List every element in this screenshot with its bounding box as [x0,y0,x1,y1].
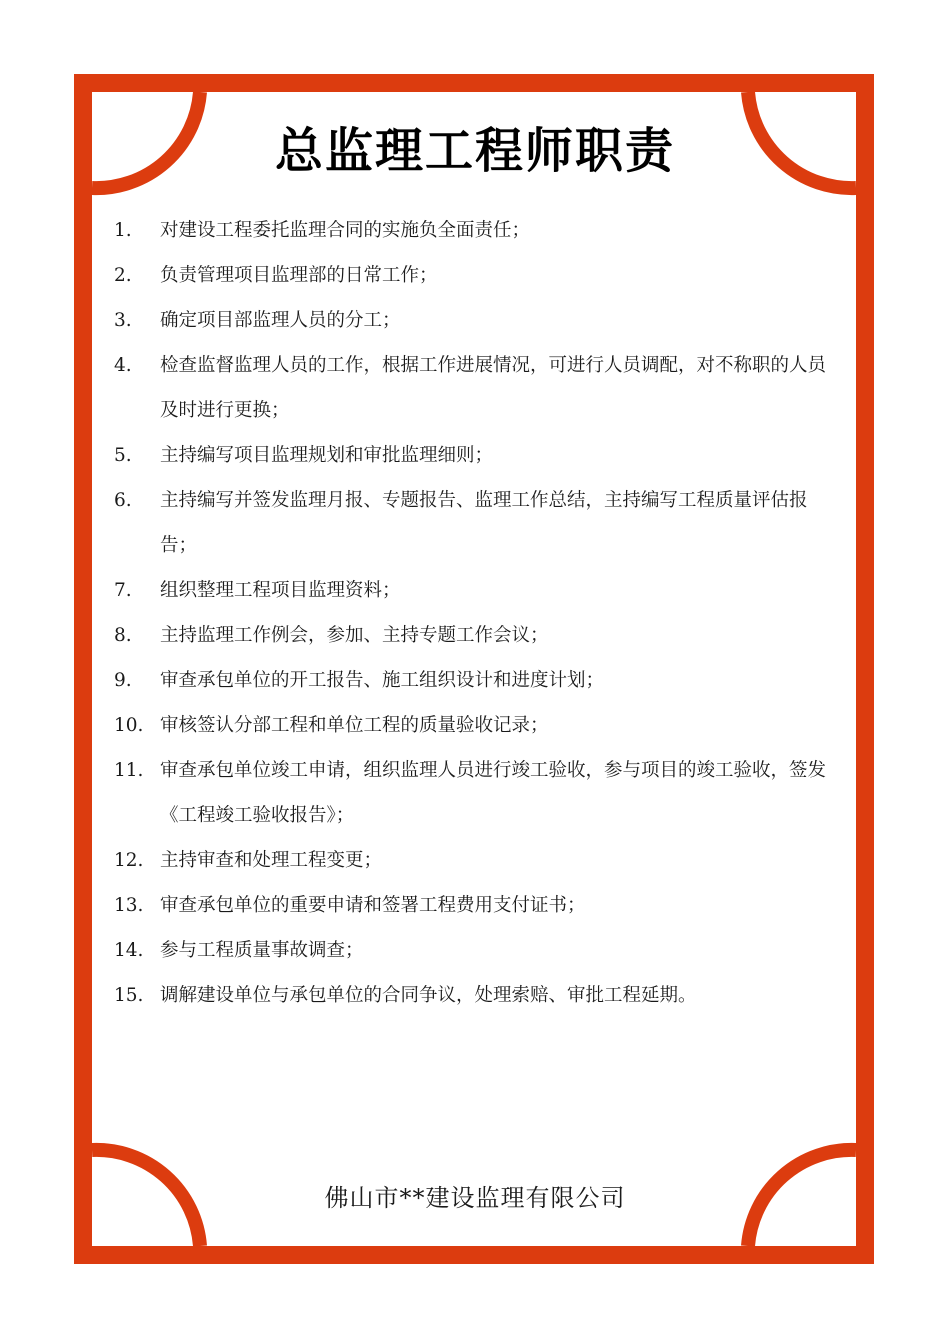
list-item [114,613,840,658]
list-item-number: 13. [114,895,144,916]
list-item [114,928,840,973]
duties-list [114,208,840,1018]
list-item-text: 主持编写并签发监理月报、专题报告、监理工作总结，主持编写工程质量评估报告； [160,490,808,556]
list-item-text: 主持监理工作例会，参加、主持专题工作会议； [160,625,549,646]
list-item [114,568,840,613]
list-item-text: 审查承包单位竣工申请，组织监理人员进行竣工验收，参与项目的竣工验收，签发《工程竣工验收报告》； [160,760,827,826]
list-item-number: 7. [114,580,132,601]
list-item-number: 12. [114,850,144,871]
page-title: 总监理工程师职责 [274,123,675,179]
list-item-text: 对建设工程委托监理合同的实施负全面责任； [160,220,531,241]
list-item-number: 10. [114,715,144,736]
list-item-number: 2. [114,265,132,286]
list-item [114,883,840,928]
list-item-number: 1. [114,220,132,241]
list-item-text: 检查监督监理人员的工作，根据工作进展情况，可进行人员调配，对不称职的人员及时进行更换； [160,355,827,421]
list-item-text: 调解建设单位与承包单位的合同争议，处理索赔、审批工程延期。 [160,985,697,1006]
list-item-number: 8. [114,625,132,646]
list-item-text: 确定项目部监理人员的分工； [160,310,401,331]
list-item-number: 3. [114,310,132,331]
list-item-text: 负责管理项目监理部的日常工作； [160,265,438,286]
list-item-text: 审查承包单位的重要申请和签署工程费用支付证书； [160,895,586,916]
list-item [114,343,840,433]
list-item [114,658,840,703]
list-item-number: 4. [114,355,132,376]
list-item-number: 11. [114,760,144,781]
list-item [114,748,840,838]
list-item-text: 参与工程质量事故调查； [160,940,364,961]
list-item [114,298,840,343]
list-item-number: 6. [114,490,132,511]
list-item-number: 9. [114,670,132,691]
list-item-text: 审核签认分部工程和单位工程的质量验收记录； [160,715,549,736]
list-item-text: 主持审查和处理工程变更； [160,850,383,871]
list-item [114,973,840,1018]
list-item [114,703,840,748]
list-item [114,208,840,253]
list-item [114,253,840,298]
list-item [114,838,840,883]
list-item-number: 14. [114,940,144,961]
list-item-text: 审查承包单位的开工报告、施工组织设计和进度计划； [160,670,605,691]
list-item-number: 15. [114,985,144,1006]
list-item [114,433,840,478]
list-item-text: 主持编写项目监理规划和审批监理细则； [160,445,494,466]
list-item-text: 组织整理工程项目监理资料； [160,580,401,601]
list-item-number: 5. [114,445,132,466]
company-name: 佛山市**建设监理有限公司 [324,1184,626,1212]
list-item [114,478,840,568]
